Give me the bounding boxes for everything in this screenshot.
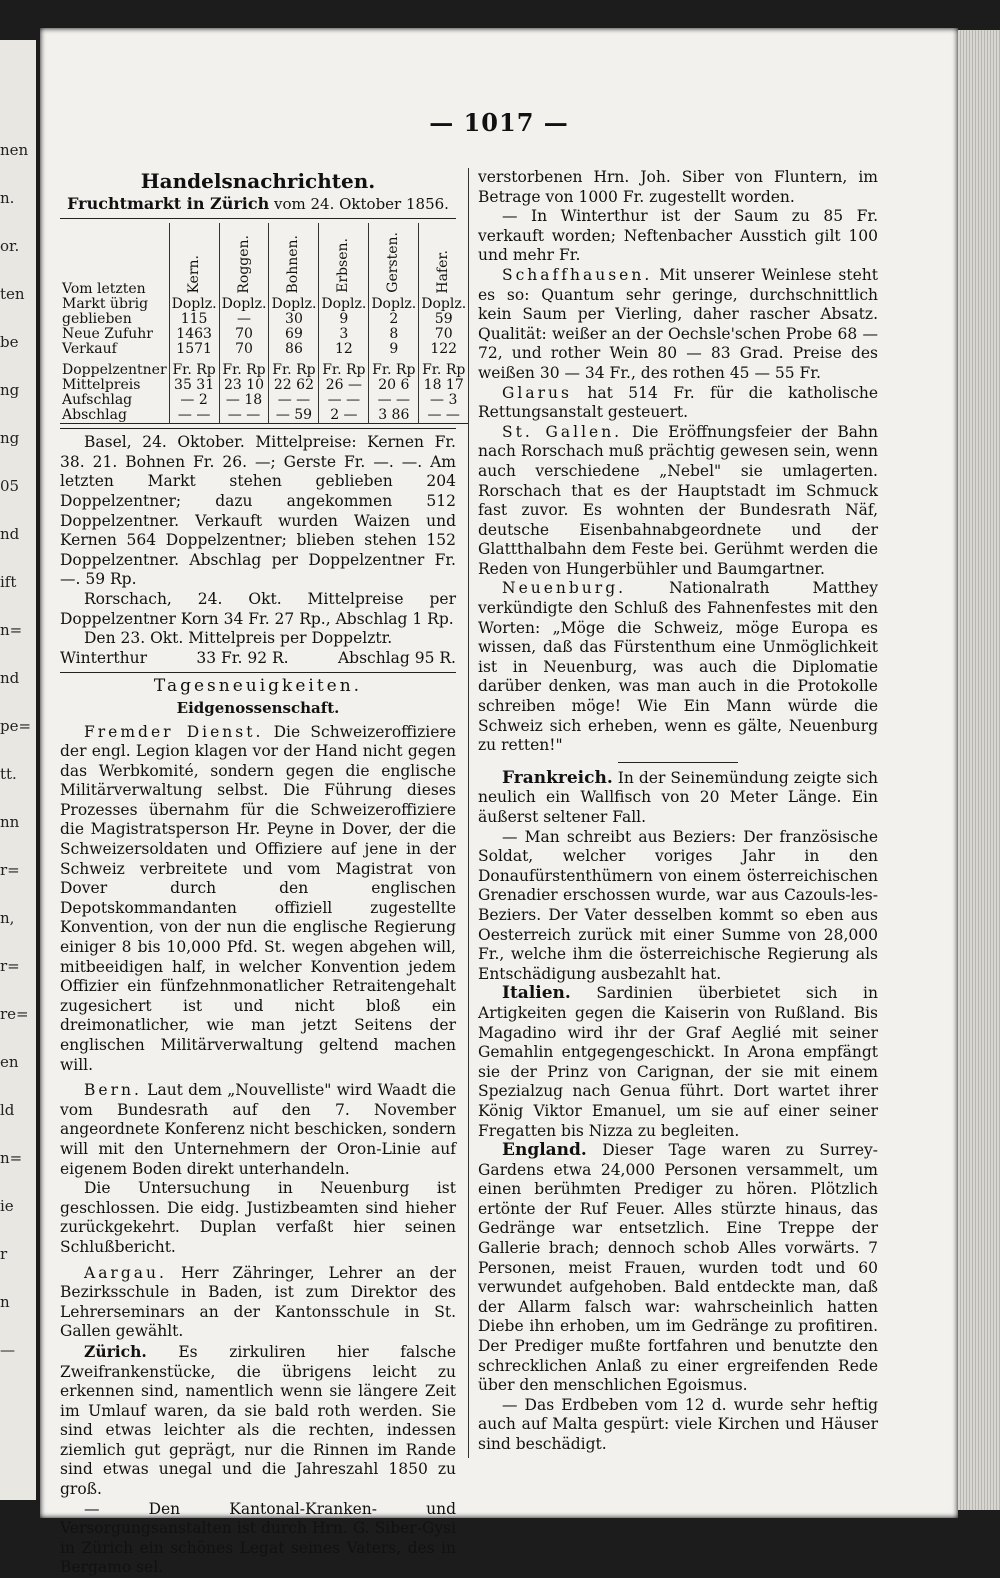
table-row: geblieben 115 — 30 9 2 59 (60, 312, 468, 327)
article-beziers: — Man schreibt aus Beziers: Der französische Soldat, welcher voriges Jahr in den Donaufürstenthümern von einem österreichischen Grenadier erschossen wurde, war aus Cazouls-les-Beziers. Der Vater desselben kommt so eben aus Oesterreich zurück mit einer Summe von 28,000 Fr., welche ihm die österreichische Regierung als Entschädigung ausbezahlt hat. (478, 827, 878, 983)
book-page-edges (958, 30, 1000, 1510)
sliver-fragment: ld (0, 1101, 15, 1119)
left-column (60, 168, 467, 1578)
sliver-fragment: r= (0, 861, 20, 879)
article-bern: Bern. Laut dem „Nouvelliste" wird Waadt die vom Bundesrath auf den 7. November angeordnete Konferenz nicht beschicken, sondern will mit den Unternehmern der Oron-Linie auf eigenem Boden direkt unterhandeln. (60, 1081, 456, 1178)
section-title-handel: Handelsnachrichten. (140, 169, 376, 193)
winterthur-abschlag: Abschlag 95 R. (337, 648, 456, 667)
article-glarus: Glarus hat 514 Fr. für die katholische Rettungsanstalt gesteuert. (478, 383, 878, 422)
article-neuenburg: Neuenburg. Nationalrath Matthey verkündigte den Schluß des Fahnenfestes mit den Worten: „Möge die Schweiz, möge Europa es wissen, daß das Fürstenthum eine Unmöglichkeit ist in Neuenburg, was auch die Diplomatie darüber denken, was man auch in die Protokolle schreiben möge! Wie Ein Mann würde die Schweiz sich erheben, wenn es gälte, Neuenburg zu retten!" (478, 579, 878, 755)
sliver-fragment: 05 (0, 477, 20, 495)
winterthur-label: Winterthur (60, 648, 148, 667)
winterthur-price: 33 Fr. 92 R. (196, 648, 289, 667)
table-bottom-rule (60, 428, 456, 429)
right-column (478, 168, 878, 1455)
sliver-fragment: en (0, 1053, 19, 1071)
sliver-fragment: nd (0, 525, 20, 543)
table-row: Neue Zufuhr 1463 70 69 3 8 70 (60, 327, 468, 342)
sliver-fragment: n. (0, 189, 15, 207)
article-england: England. Dieser Tage waren zu Surrey-Gardens etwa 24,000 Personen versammelt, um einen berühmten Prediger zu hören. Plötzlich ertönte der Ruf Feuer. Alles stürzte hinaus, das Gedränge war entsetzlich. Eine Treppe der Gallerie brach; dennoch schob Alles vorwärts. 7 Personen, meist Frauen, wurden todt und 60 verwundet aufgehoben. Bald entdeckte man, daß der Allarm falsch war: wahrscheinlich hatten Diebe ihn erhoben, um im Gedränge zu profitiren. Der Prediger mußte fortfahren und benutzte den schrecklichen Anlaß zu einer ergreifenden Rede über den menschlichen Egoismus. (478, 1140, 878, 1395)
article-winterthur-saum: — In Winterthur ist der Saum zu 85 Fr. verkauft worden; Neftenbacher Ausstich gilt 100 und mehr Fr. (478, 207, 878, 265)
column-header: Kern. (169, 223, 219, 297)
sliver-fragment: ng (0, 381, 20, 399)
fruchtmarkt-table (60, 223, 468, 424)
table-corner-label: Vom letzten (62, 281, 146, 298)
sliver-fragment: or. (0, 237, 20, 255)
column-header: Hafer. (419, 223, 468, 297)
article-st-gallen: St. Gallen. Die Eröffnungsfeier der Bahn nach Rorschach muß prächtig gewesen sein, wenn auch verschiedene „Nebel" sie umlagerten. Rorschach that es der Hauptstadt im Schmuck fast zuvor. Es wohnten der Bundesrath Näf, deutsche Eisenbahnabgeordnete und der Glattthalbahn dem Feste bei. Gerühmt werden die Reden von Hungerbühler und Baumgartner. (478, 422, 878, 578)
sliver-fragment: re= (0, 1005, 29, 1023)
table-row: Verkauf 1571 70 86 12 9 122 (60, 342, 468, 357)
article-siber-continued: verstorbenen Hrn. Joh. Siber von Fluntern, im Betrage von 1000 Fr. zugestellt worden. (478, 168, 878, 206)
table-row: Mittelpreis 35 31 23 10 22 62 26 — 20 6 18 17 (60, 378, 468, 393)
sliver-fragment: n= (0, 621, 23, 639)
eidg-title: Eidgenossenschaft. (176, 698, 340, 717)
article-fremder-dienst: Fremder Dienst. Die Schweizeroffiziere der engl. Legion klagen vor der Hand nicht gegen das Werbkomité, sondern gegen die englische Militärverwaltung selbst. Die Führung dieses Prozesses übernahm für die Schweizeroffiziere die Magistratsperson Hr. Peyne in Dover, der die Schweizersoldaten und Offiziere auf jene in der Schweiz verbreitete und vom Magistrat von Dover durch den englischen Depotskommandanten offiziell zugestellte Konvention, von der nun die englische Regierung einiger 8 bis 10,000 Pfd. St. wegen abgehen will, mitbeeidigen half, in welcher Konvention jedem Offizier ein fünfzehnmonatlicher Retraitengehalt zugesichert ist und nicht bloß ein dreimonatlicher, wie man jetzt Seitens der englischen Militärverwaltung geltend machen will. (60, 722, 456, 1074)
sliver-fragment: nen (0, 141, 29, 159)
article-italien: Italien. Sardinien überbietet sich in Artigkeiten gegen die Kaiserin von Rußland. Bis Magadino wird ihr der Graf Aeglié mit seiner Gemahlin entgegengeschickt. In Arona empfängt sie der Prinz von Carignan, der sie mit einem Spezialzug nach Genua führt. Dort wartet ihrer König Viktor Emanuel, um sie auf einer seiner Fregatten bis Nizza zu begleiten. (478, 983, 878, 1140)
page-number: — 1017 — (429, 108, 569, 137)
article-schaffhausen: Schaffhausen. Mit unserer Weinlese steht es so: Quantum sehr geringe, durchschnittlich kein Saum per Vierling, daher rascher Absatz. Qualität: weißer an der Oechsle'schen Probe 68 — 72, und rother Wein 80 — 83 Grad. Preise des weißen 30 — 34 Fr., des rothen 45 — 55 Fr. (478, 265, 878, 382)
sliver-fragment: ng (0, 429, 20, 447)
article-aargau: Aargau. Herr Zähringer, Lehrer an der Bezirksschule in Baden, ist zum Direktor des Lehrerseminars an der Kantonsschule in St. Gallen gewählt. (60, 1263, 456, 1341)
rorschach-report: Rorschach, 24. Okt. Mittelpreise per Doppelzentner Korn 34 Fr. 27 Rp., Abschlag 1 Rp. (60, 589, 456, 628)
section-rule (60, 672, 456, 673)
table-row: Markt übrig Doplz. Doplz. Doplz. Doplz. Doplz. Doplz. (62, 296, 467, 313)
sliver-fragment: r= (0, 957, 20, 975)
sliver-fragment: n (0, 1293, 10, 1311)
sliver-fragment: r (0, 1245, 8, 1263)
article-neuenburg-untersuchung: Die Untersuchung in Neuenburg ist geschlossen. Die eidg. Justizbeamten sind hieher zurückgekehrt. Duplan verfaßt hier seinen Schlußbericht. (60, 1179, 456, 1256)
winterthur-line (60, 649, 456, 669)
column-header: Bohnen. (269, 223, 319, 297)
sliver-fragment: ie (0, 1197, 14, 1215)
article-zuerich: Zürich. Es zirkuliren hier falsche Zweifrankenstücke, die übrigens leicht zu erkennen sind, namentlich wenn sie längere Zeit im Umlauf waren, da sie bald roth werden. Sie sind etwas leichter als die rechten, indessen ziemlich gut geprägt, nur die Rinnen im Rande sind etwas unegal und die Jahreszahl 1850 zu groß. (60, 1341, 456, 1499)
column-header: Erbsen. (319, 223, 369, 297)
sliver-fragment: ten (0, 285, 25, 303)
column-header: Gersten. (369, 223, 419, 297)
basel-report: Basel, 24. Oktober. Mittelpreise: Kernen Fr. 38. 21. Bohnen Fr. 26. —; Gerste Fr. —. —. Am letzten Markt stehen geblieben 204 Doppelzentner; dazu angekommen 512 Doppelzentner. Verkauft wurden Waizen und Kernen 564 Doppelzentner; blieben stehen 152 Doppelzentner. Abschlag per Doppelzentner Fr. —. 59 Rp. (60, 433, 456, 589)
market-title: Fruchtmarkt in Zürich (67, 193, 270, 213)
sliver-fragment: nd (0, 669, 20, 687)
article-kantonal: — Den Kantonal-Kranken- und Versorgungsanstalten ist durch Hrn. G. Siber-Gysi in Zürich ein schönes Legat seines Vaters, des in Bergamo sel. (60, 1499, 456, 1577)
den23-report: Den 23. Okt. Mittelpreis per Doppelztr. (84, 629, 393, 648)
sliver-fragment: tt. (0, 765, 17, 783)
sliver-fragment: be (0, 333, 19, 351)
market-heading (60, 194, 456, 215)
sliver-fragment: ift (0, 573, 17, 591)
column-header: Roggen. (219, 223, 269, 297)
sliver-fragment: — (0, 1341, 15, 1359)
sliver-fragment: n= (0, 1149, 23, 1167)
article-frankreich: Frankreich. In der Seinemündung zeigte sich neulich ein Wallfisch von 20 Meter Länge. Ein äußerst seltener Fall. (478, 767, 878, 826)
table-row: Aufschlag — 2 — 18 — — — — — — — 3 (60, 393, 468, 408)
adjacent-page-sliver (0, 40, 36, 1500)
sliver-fragment: pe= (0, 717, 32, 735)
table-row: Abschlag — — — — — 59 2 — 3 86 — — (60, 408, 468, 424)
sliver-fragment: n, (0, 909, 15, 927)
article-erdbeben: — Das Erdbeben vom 12 d. wurde sehr heftig auch auf Malta gespürt: viele Kirchen und Häuser sind beschädigt. (478, 1395, 878, 1453)
market-date: vom 24. Oktober 1856. (274, 194, 449, 213)
sliver-fragment: nn (0, 813, 20, 831)
newspaper-page (40, 28, 958, 1577)
news-title: Tagesneuigkeiten. (153, 676, 363, 697)
article-divider (618, 762, 738, 763)
table-row: Doppelzentner Fr. Rp Fr. Rp Fr. Rp Fr. Rp Fr. Rp Fr. Rp (60, 363, 468, 378)
table-top-rule (60, 218, 456, 219)
